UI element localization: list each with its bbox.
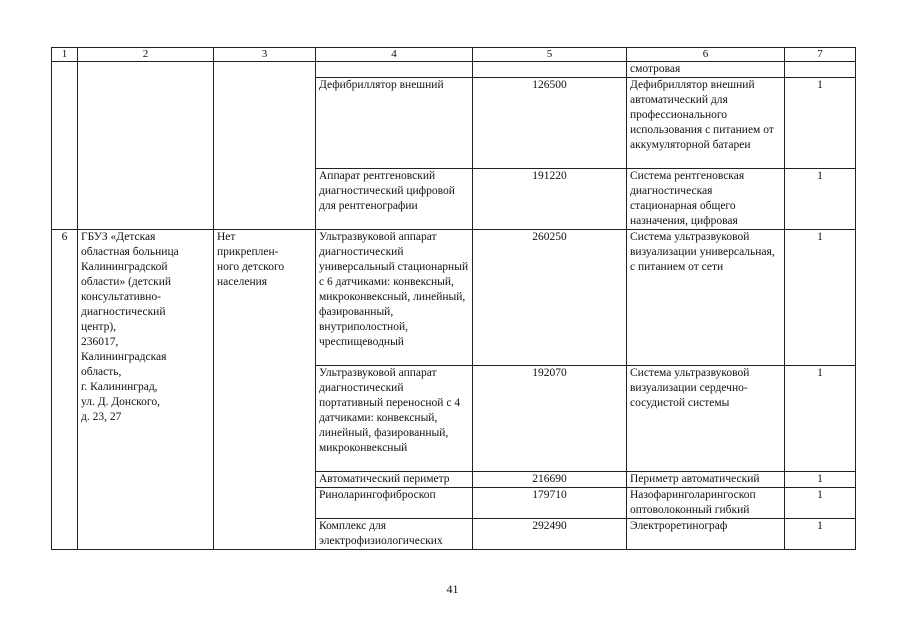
equipment-type-cell: Дефибриллятор внешний автоматический для профессионального использования с питанием от аккумуляторной батареи xyxy=(627,78,785,169)
price-cell: 292490 xyxy=(473,519,627,550)
price-cell: 216690 xyxy=(473,472,627,488)
page-number: 41 xyxy=(446,582,459,596)
equipment-cell: Автоматический периметр xyxy=(316,472,473,488)
equipment-type-cell: Периметр автоматический xyxy=(627,472,785,488)
equipment-type-cell: Назофаринголарингоскоп оптоволоконный гибкий xyxy=(627,488,785,519)
equipment-cell xyxy=(316,62,473,78)
equipment-cell: Комплекс для электрофизиологических xyxy=(316,519,473,550)
table-row xyxy=(52,62,856,78)
quantity-cell xyxy=(785,62,856,78)
equipment-cell: Дефибриллятор внешний xyxy=(316,78,473,169)
price-cell: 191220 xyxy=(473,169,627,230)
equipment-type-cell: Система ультразвуковой визуализации сердечно-сосудистой системы xyxy=(627,366,785,472)
equipment-type-cell: смотровая xyxy=(627,62,785,78)
header-col-3: 3 xyxy=(214,48,316,62)
quantity-cell: 1 xyxy=(785,169,856,230)
row-number-cell: 6 xyxy=(52,230,78,550)
price-cell: 260250 xyxy=(473,230,627,366)
equipment-type-cell: Система ультразвуковой визуализации универсальная, с питанием от сети xyxy=(627,230,785,366)
organization-cell xyxy=(78,62,214,230)
population-cell: Нет прикреплен- ного детского населения xyxy=(214,230,316,550)
header-col-6: 6 xyxy=(627,48,785,62)
quantity-cell: 1 xyxy=(785,78,856,169)
equipment-cell: Ультразвуковой аппарат диагностический портативный переносной с 4 датчиками: конвексный, линейный, фазированный, микроконвексный xyxy=(316,366,473,472)
header-col-7: 7 xyxy=(785,48,856,62)
equipment-table xyxy=(51,47,856,550)
equipment-type-cell: Система рентгеновская диагностическая стационарная общего назначения, цифровая xyxy=(627,169,785,230)
header-col-4: 4 xyxy=(316,48,473,62)
equipment-cell: Риноларингофиброскоп xyxy=(316,488,473,519)
equipment-type-cell: Электроретинограф xyxy=(627,519,785,550)
header-col-1: 1 xyxy=(52,48,78,62)
quantity-cell: 1 xyxy=(785,488,856,519)
header-col-5: 5 xyxy=(473,48,627,62)
price-cell: 126500 xyxy=(473,78,627,169)
organization-cell: ГБУЗ «Детская областная больница Калининградской области» (детский консультативно- диагностический центр), 236017, Калининградская область, г. Калининград, ул. Д. Донского, д. 23, 27 xyxy=(78,230,214,550)
quantity-cell: 1 xyxy=(785,230,856,366)
table-row xyxy=(52,230,856,366)
price-cell: 179710 xyxy=(473,488,627,519)
population-cell xyxy=(214,62,316,230)
price-cell: 192070 xyxy=(473,366,627,472)
quantity-cell: 1 xyxy=(785,366,856,472)
row-number-cell xyxy=(52,62,78,230)
equipment-cell: Аппарат рентгеновский диагностический цифровой для рентгенографии xyxy=(316,169,473,230)
price-cell xyxy=(473,62,627,78)
quantity-cell: 1 xyxy=(785,472,856,488)
header-row xyxy=(52,48,856,62)
quantity-cell: 1 xyxy=(785,519,856,550)
equipment-cell: Ультразвуковой аппарат диагностический универсальный стационарный с 6 датчиками: конвексный, микроконвексный, линейный, фазированный, внутриполостной, чреспищеводный xyxy=(316,230,473,366)
header-col-2: 2 xyxy=(78,48,214,62)
